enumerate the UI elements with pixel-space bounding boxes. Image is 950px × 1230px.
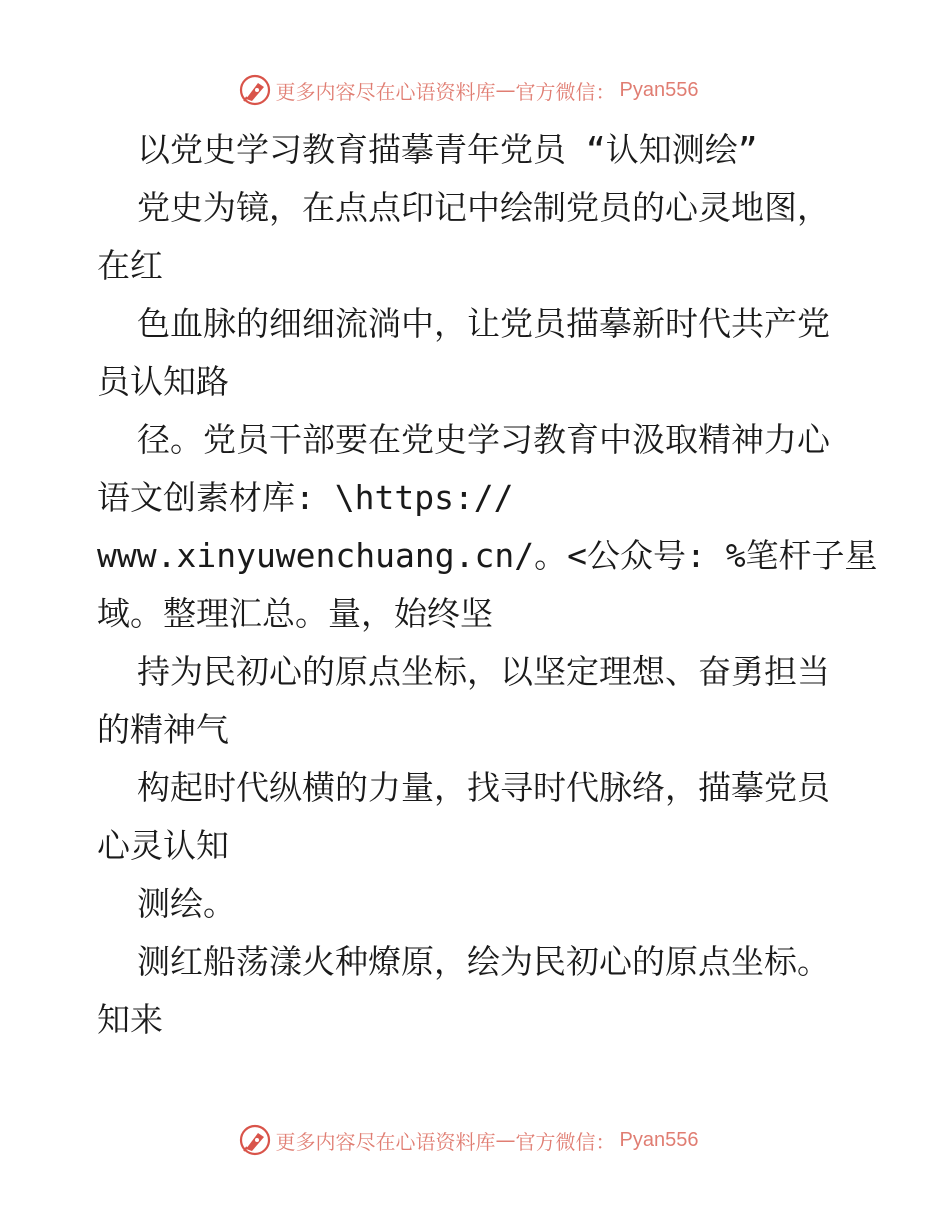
paragraph-line: 构起时代纵横的力量，找寻时代脉络，描摹党员: [137, 768, 830, 807]
paragraph-line: 知来: [97, 1000, 163, 1039]
paragraph-line: 测红船荡漾火种燎原，绘为民初心的原点坐标。: [137, 942, 830, 981]
paragraph-line: 语文创素材库: \https://: [97, 478, 514, 517]
banner-wechat-label: 官方微信：: [515, 79, 616, 104]
paragraph-line: 持为民初心的原点坐标，以坚定理想、奋勇担当: [137, 652, 830, 691]
footer-banner-content: [238, 1123, 699, 1157]
pen-nib-logo-icon: [238, 1123, 272, 1157]
paragraph-line: 域。整理汇总。量，始终坚: [97, 594, 493, 633]
banner-separator: —: [495, 1128, 516, 1152]
banner-wechat-label: 官方微信：: [515, 1129, 616, 1154]
document-title: 以党史学习教育描摹青年党员 “认知测绘”: [137, 130, 758, 169]
paragraph-line: 在红: [97, 246, 163, 285]
banner-wechat-id: Pyan556: [619, 1128, 699, 1151]
footer-banner: [0, 1120, 950, 1160]
banner-slogan: 更多内容尽在心语资料库: [275, 79, 496, 104]
paragraph-line: 心灵认知: [97, 826, 229, 865]
paragraph-line: 径。党员干部要在党史学习教育中汲取精神力心: [137, 420, 830, 459]
banner-slogan: 更多内容尽在心语资料库: [275, 1129, 496, 1154]
document-body: [97, 121, 878, 1049]
paragraph-line: 的精神气: [97, 710, 229, 749]
banner-wechat-id: Pyan556: [619, 78, 699, 101]
paragraph-line: 员认知路: [97, 362, 229, 401]
header-banner: [0, 70, 950, 110]
paragraph-line: 测绘。: [137, 884, 236, 923]
banner-separator: —: [495, 78, 516, 102]
pen-nib-logo-icon: [238, 73, 272, 107]
paragraph-line: 色血脉的细细流淌中，让党员描摹新时代共产党: [137, 304, 830, 343]
header-banner-content: [238, 73, 699, 107]
paragraph-line: 党史为镜，在点点印记中绘制党员的心灵地图，: [137, 188, 830, 227]
paragraph-line: www.xinyuwenchuang.cn/。<公众号: %笔杆子星: [97, 536, 878, 575]
